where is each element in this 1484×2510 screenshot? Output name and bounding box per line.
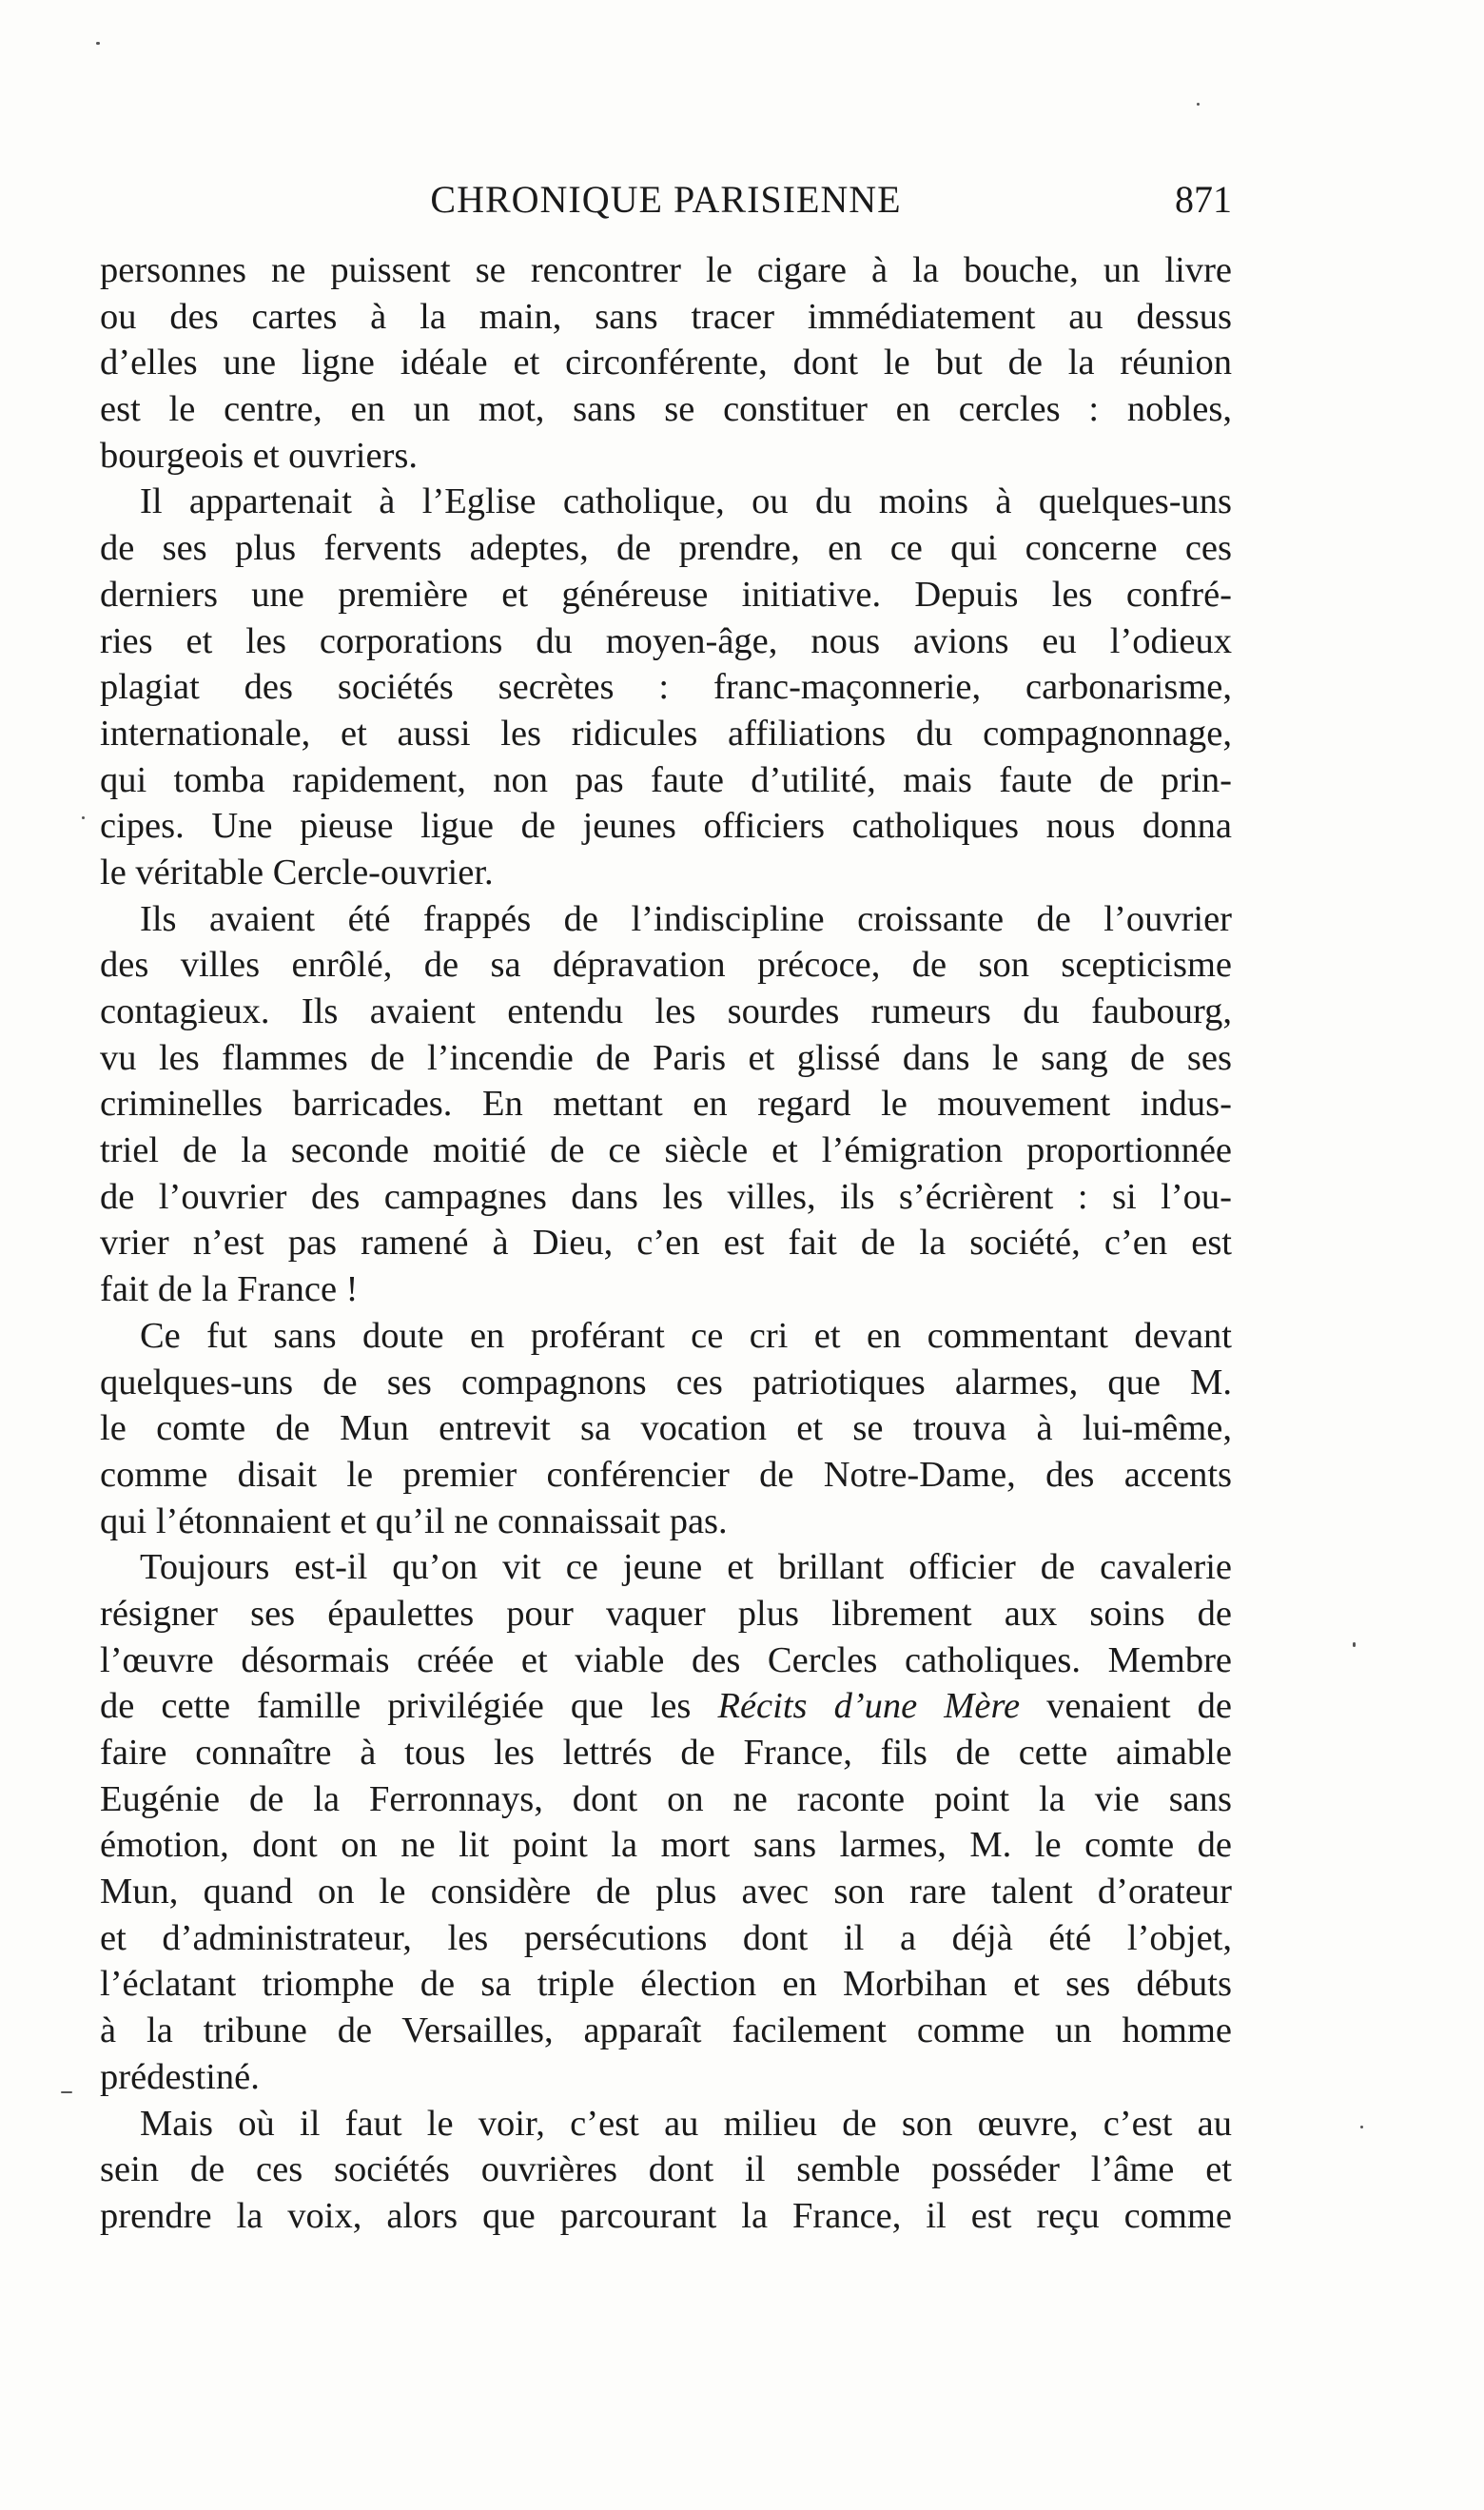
- text-line: de ses plus fervents adeptes, de prendre, en ce qui concerne ces: [100, 528, 1232, 569]
- text-line: Eugénie de la Ferronnays, dont on ne raconte point la vie sans: [100, 1778, 1232, 1819]
- text-line: Ce fut sans doute en proférant ce cri et en commentant devant: [140, 1315, 1232, 1356]
- text-line: personnes ne puissent se rencontrer le cigare à la bouche, un livre: [100, 250, 1232, 290]
- book-title-italic: Récits d’une Mère: [717, 1686, 1021, 1727]
- text-line: criminelles barricades. En mettant en regard le mouvement indus-: [100, 1084, 1232, 1125]
- text-line: le véritable Cercle-ouvrier.: [100, 852, 494, 892]
- text-line: de l’ouvrier des campagnes dans les villes, ils s’écrièrent : si l’ou-: [100, 1176, 1232, 1217]
- text-line: prendre la voix, alors que parcourant la France, il est reçu comme: [100, 2195, 1232, 2236]
- text-line: de cette famille privilégiée que les Récits d’une Mère venaient de: [100, 1686, 1232, 1727]
- text-line: qui l’étonnaient et qu’il ne connaissait pas.: [100, 1500, 728, 1541]
- text-line: Toujours est-il qu’on vit ce jeune et brillant officier de cavalerie: [140, 1547, 1232, 1588]
- scan-speck: [96, 42, 100, 45]
- text-line: Mais où il faut le voir, c’est au milieu de son œuvre, c’est au: [140, 2103, 1232, 2144]
- text-line: contagieux. Ils avaient entendu les sourdes rumeurs du faubourg,: [100, 991, 1232, 1031]
- body-text: [100, 247, 1232, 2240]
- text-line: résigner ses épaulettes pour vaquer plus librement aux soins de: [100, 1593, 1232, 1634]
- text-line: derniers une première et généreuse initiative. Depuis les confré-: [100, 574, 1232, 615]
- text-line: fait de la France !: [100, 1269, 359, 1310]
- text-line: d’elles une ligne idéale et circonférente, dont le but de la réunion: [100, 343, 1232, 383]
- text-line: et d’administrateur, les persécutions dont il a déjà été l’objet,: [100, 1917, 1232, 1958]
- text-line: prédestiné.: [100, 2056, 260, 2097]
- text-line: à la tribune de Versailles, apparaît facilement comme un homme: [100, 2010, 1232, 2051]
- text-line: Il appartenait à l’Eglise catholique, ou du moins à quelques-uns: [140, 481, 1232, 522]
- text-line: plagiat des sociétés secrètes : franc-maçonnerie, carbonarisme,: [100, 667, 1232, 708]
- running-title: CHRONIQUE PARISIENNE: [430, 178, 902, 221]
- page-header: [100, 171, 1232, 228]
- text-line: le comte de Mun entrevit sa vocation et se trouva à lui-même,: [100, 1408, 1232, 1449]
- scan-speck: [82, 816, 85, 819]
- text-line: émotion, dont on ne lit point la mort sans larmes, M. le comte de: [100, 1825, 1232, 1866]
- text-line: ries et les corporations du moyen-âge, nous avions eu l’odieux: [100, 620, 1232, 661]
- text-line: internationale, et aussi les ridicules affiliations du compagnonnage,: [100, 713, 1232, 754]
- scan-speck: [1197, 103, 1200, 106]
- text-line: l’éclatant triomphe de sa triple élection en Morbihan et ses débuts: [100, 1964, 1232, 2005]
- text-line: ou des cartes à la main, sans tracer immédiatement au dessus: [100, 296, 1232, 337]
- text-line: sein de ces sociétés ouvrières dont il semble posséder l’âme et: [100, 2149, 1232, 2190]
- text-line: triel de la seconde moitié de ce siècle et l’émigration proportionnée: [100, 1130, 1232, 1171]
- text-line: est le centre, en un mot, sans se constituer en cercles : nobles,: [100, 389, 1232, 430]
- scan-speck: [1360, 2126, 1363, 2128]
- text-line: bourgeois et ouvriers.: [100, 435, 418, 476]
- page-number: 871: [1175, 178, 1232, 221]
- text-line: des villes enrôlé, de sa dépravation précoce, de son scepticisme: [100, 945, 1232, 986]
- scan-speck: [61, 2091, 72, 2093]
- scan-speck: [1353, 1642, 1356, 1647]
- text-line: l’œuvre désormais créée et viable des Cercles catholiques. Membre: [100, 1639, 1232, 1680]
- text-line: Ils avaient été frappés de l’indiscipline croissante de l’ouvrier: [140, 898, 1232, 939]
- text-line: vrier n’est pas ramené à Dieu, c’en est fait de la société, c’en est: [100, 1223, 1232, 1264]
- text-line: qui tomba rapidement, non pas faute d’utilité, mais faute de prin-: [100, 759, 1232, 800]
- text-line: comme disait le premier conférencier de Notre-Dame, des accents: [100, 1454, 1232, 1495]
- text-line: vu les flammes de l’incendie de Paris et glissé dans le sang de ses: [100, 1037, 1232, 1078]
- text-line: faire connaître à tous les lettrés de France, fils de cette aimable: [100, 1733, 1232, 1773]
- text-line: Mun, quand on le considère de plus avec son rare talent d’orateur: [100, 1872, 1232, 1912]
- text-line: quelques-uns de ses compagnons ces patriotiques alarmes, que M.: [100, 1362, 1232, 1402]
- text-line: cipes. Une pieuse ligue de jeunes officiers catholiques nous donna: [100, 806, 1232, 847]
